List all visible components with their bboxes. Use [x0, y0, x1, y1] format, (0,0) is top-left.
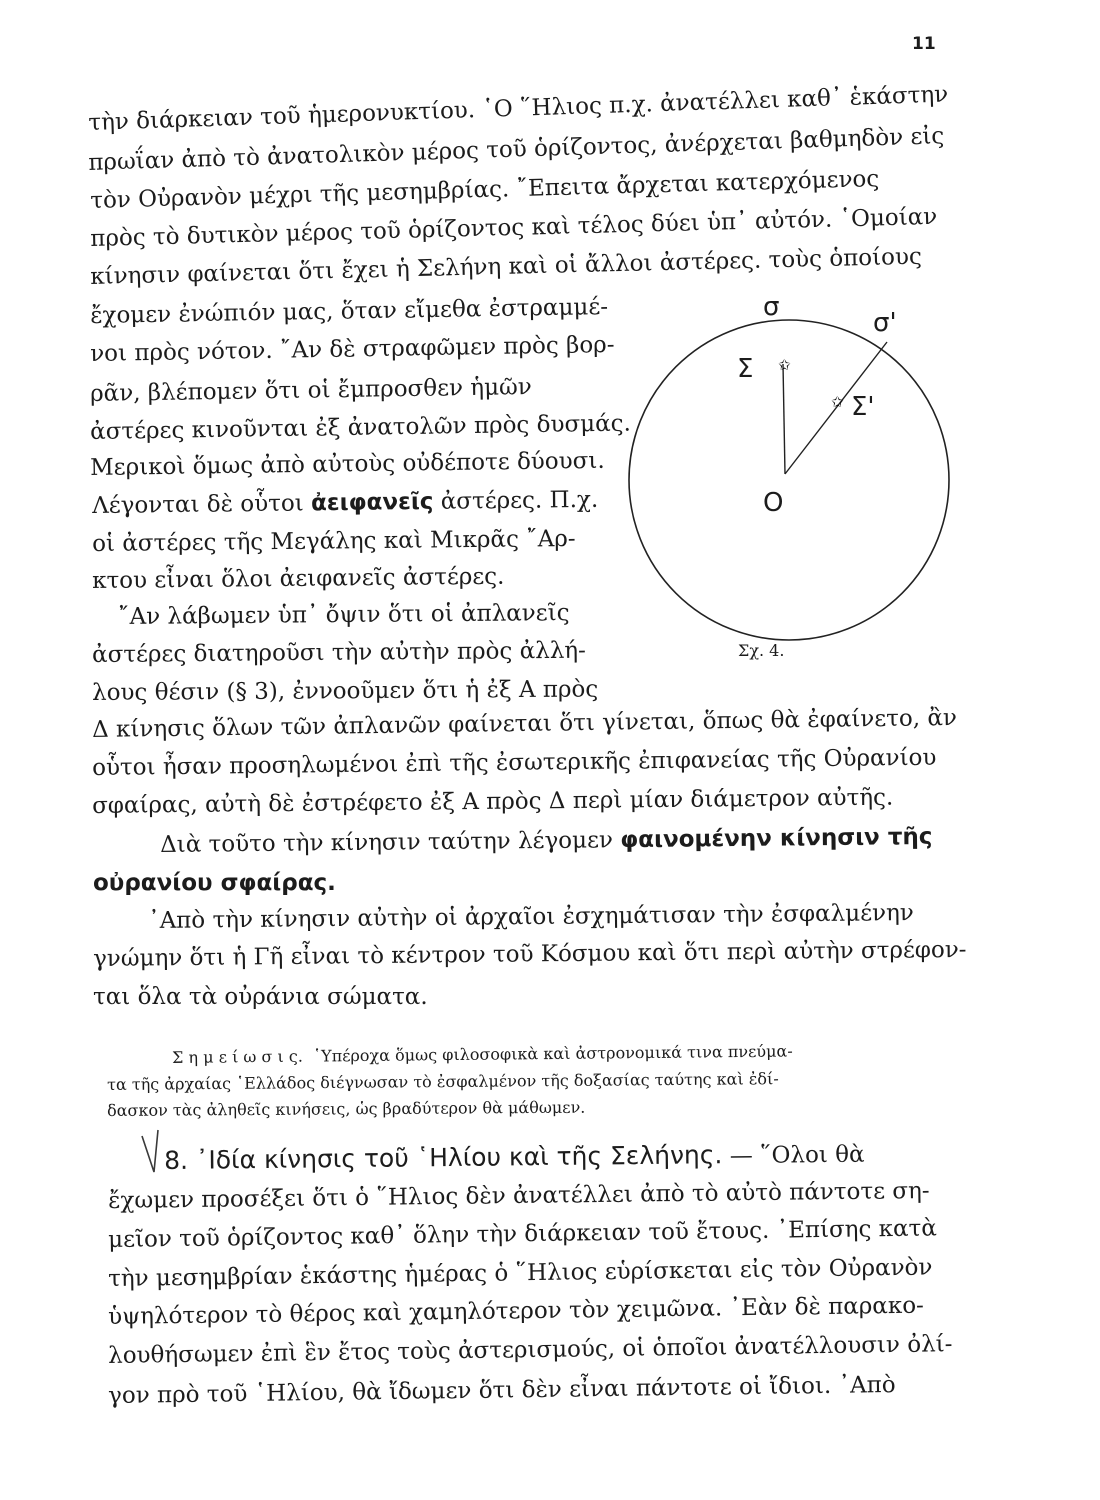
term-bold: ἀειφανεῖς [310, 488, 434, 517]
text-line: ται ὅλα τὰ οὐράνια σώματα. [93, 984, 428, 1010]
text-line: λουθήσωμεν ἐπὶ ἓν ἔτος τοὺς ἀστερισμούς, οἱ ὁποῖοι ἀνατέλλουσιν ὀλί- [107, 1331, 953, 1369]
text-line: πρωΐαν ἀπὸ τὸ ἀνατολικὸν μέρος τοῦ ὁρίζοντος, ἀνέρχεται βαθμηδὸν εἰς [87, 123, 945, 176]
text-line: νοι πρὸς νότον. ῎Αν δὲ στραφῶμεν πρὸς βορ- [89, 331, 615, 367]
text-line: ἀστέρες κινοῦνται ἐξ ἀνατολῶν πρὸς δυσμάς. [89, 410, 632, 445]
text-line: ρᾶν, βλέπομεν ὅτι οἱ ἔμπροσθεν ἡμῶν [89, 374, 532, 407]
label-sigma-prime: Σ' [851, 392, 875, 422]
text-line: οὗτοι ἦσαν προσηλωμένοι ἐπὶ τῆς ἐσωτερικῆς ἐπιφανείας τῆς Οὐρανίου [91, 744, 937, 781]
radius-to-sigma [783, 364, 785, 474]
label-sigma-small: σ [763, 292, 780, 322]
note-line: δασκον τὰς ἀληθεῖς κινήσεις, ὡς βραδύτερον θὰ μάθωμεν. [106, 1097, 586, 1120]
page-number: 11 [912, 34, 936, 54]
text-line: γον πρὸ τοῦ ῾Ηλίου, θὰ ἴδωμεν ὅτι δὲν εἶναι πάντοτε οἱ ἴδιοι. ᾽Απὸ [107, 1372, 896, 1409]
star-sigma-icon: ✩ [778, 356, 791, 374]
text-span: Λέγονται δὲ οὗτοι [91, 490, 312, 519]
text-line: τὴν διάρκειαν τοῦ ἡμερονυκτίου. ῾Ο ῞Ηλιος π.χ. ἀνατέλλει καθ᾽ ἑκάστην [87, 81, 949, 136]
celestial-circle-diagram [625, 292, 955, 672]
text-line: ᾽Απὸ τὴν κίνησιν αὐτὴν οἱ ἀρχαῖοι ἐσχημάτισαν τὴν ἐσφαλμένην [147, 899, 914, 934]
section-line [164, 1141, 865, 1174]
text-line: γνώμην ὅτι ἡ Γῆ εἶναι τὸ κέντρον τοῦ Κόσμου καὶ ὅτι περὶ αὐτὴν στρέφον- [92, 936, 967, 972]
text-span: — ῞Ολοι θὰ [722, 1141, 865, 1170]
star-sigma-prime-icon: ✩ [831, 393, 844, 411]
text-line: μεῖον τοῦ ὁρίζοντος καθ᾽ ὅλην τὴν διάρκειαν τοῦ ἔτους. ᾽Επίσης κατὰ [107, 1215, 938, 1253]
section-heading: 8. ᾽Ιδία κίνησις τοῦ ῾Ηλίου καὶ τῆς Σελήνης. [163, 1140, 723, 1175]
text-line: κτου εἶναι ὅλοι ἀειφανεῖς ἀστέρες. [91, 563, 505, 594]
note-line [171, 1041, 793, 1067]
note-text: ῾Υπέροχα ὅμως φιλοσοφικὰ καὶ ἀστρονομικά τινα πνεύμα- [312, 1041, 793, 1066]
text-line: τὴν μεσημβρίαν ἑκάστης ἡμέρας ὁ ῞Ηλιος εὑρίσκεται εἰς τὸν Οὐρανὸν [107, 1254, 933, 1292]
text-line [91, 486, 599, 519]
text-line: οἱ ἀστέρες τῆς Μεγάλης καὶ Μικρᾶς ῎Αρ- [91, 525, 576, 557]
text-line: ἀστέρες διατηροῦσι τὴν αὐτὴν πρὸς ἀλλή- [91, 637, 587, 668]
term-bold: φαινομένην κίνησιν τῆς [620, 823, 933, 854]
text-span: ἀστέρες. Π.χ. [433, 486, 599, 515]
text-line: Μερικοὶ ὅμως ἀπὸ αὐτοὺς οὐδέποτε δύουσι. [89, 447, 605, 481]
figure-celestial-circle [625, 292, 955, 672]
label-sigma-prime-small: σ' [873, 308, 897, 338]
text-line: ἔχομεν ἐνώπιόν μας, ὅταν εἴμεθα ἐστραμμέ- [89, 293, 609, 329]
figure-caption: Σχ. 4. [738, 641, 785, 660]
text-line: Δ κίνησις ὅλων τῶν ἀπλανῶν φαίνεται ὅτι γίνεται, ὅπως θὰ ἐφαίνετο, ἂν [91, 704, 958, 743]
text-line: ἔχωμεν προσέξει ὅτι ὁ ῞Ηλιος δὲν ἀνατέλλει ἀπὸ τὸ αὐτὸ πάντοτε ση- [107, 1177, 930, 1214]
note-label: Σ η μ ε ί ω σ ι ς. [171, 1046, 304, 1067]
text-line: λους θέσιν (§ 3), ἐννοοῦμεν ὅτι ἡ ἐξ Α πρὸς [91, 676, 599, 706]
text-line [93, 872, 336, 895]
label-sigma: Σ [737, 354, 754, 384]
text-line: κίνησιν φαίνεται ὅτι ἔχει ἡ Σελήνη καὶ οἱ ἄλλοι ἀστέρες. τοὺς ὁποίους [89, 243, 923, 290]
note-line: τα τῆς ἀρχαίας ῾Ελλάδος διέγνωσαν τὸ ἐσφαλμένον τῆς δοξασίας ταύτης καὶ ἐδί- [106, 1069, 779, 1094]
label-center: O [763, 488, 784, 518]
text-line: ὑψηλότερον τὸ θέρος καὶ χαμηλότερον τὸν χειμῶνα. ᾽Εὰν δὲ παρακο- [107, 1292, 925, 1330]
text-line: πρὸς τὸ δυτικὸν μέρος τοῦ ὁρίζοντος καὶ τέλος δύει ὑπ᾽ αὐτόν. ῾Ομοίαν [89, 203, 938, 252]
text-line: τὸν Οὐρανὸν μέχρι τῆς μεσημβρίας. ῎Επειτα ἄρχεται κατερχόμενος [89, 165, 880, 214]
text-line: σφαίρας, αὐτὴ δὲ ἐστρέφετο ἐξ Α πρὸς Δ περὶ μίαν διάμετρον αὐτῆς. [91, 784, 894, 819]
text-line: ῎Αν λάβωμεν ὑπ᾽ ὄψιν ὅτι οἱ ἀπλανεῖς [117, 600, 570, 630]
term-bold: οὐρανίου σφαίρας. [93, 870, 336, 896]
text-span: Διὰ τοῦτο τὴν κίνησιν ταύτην λέγομεν [159, 827, 621, 858]
text-line [159, 823, 933, 858]
